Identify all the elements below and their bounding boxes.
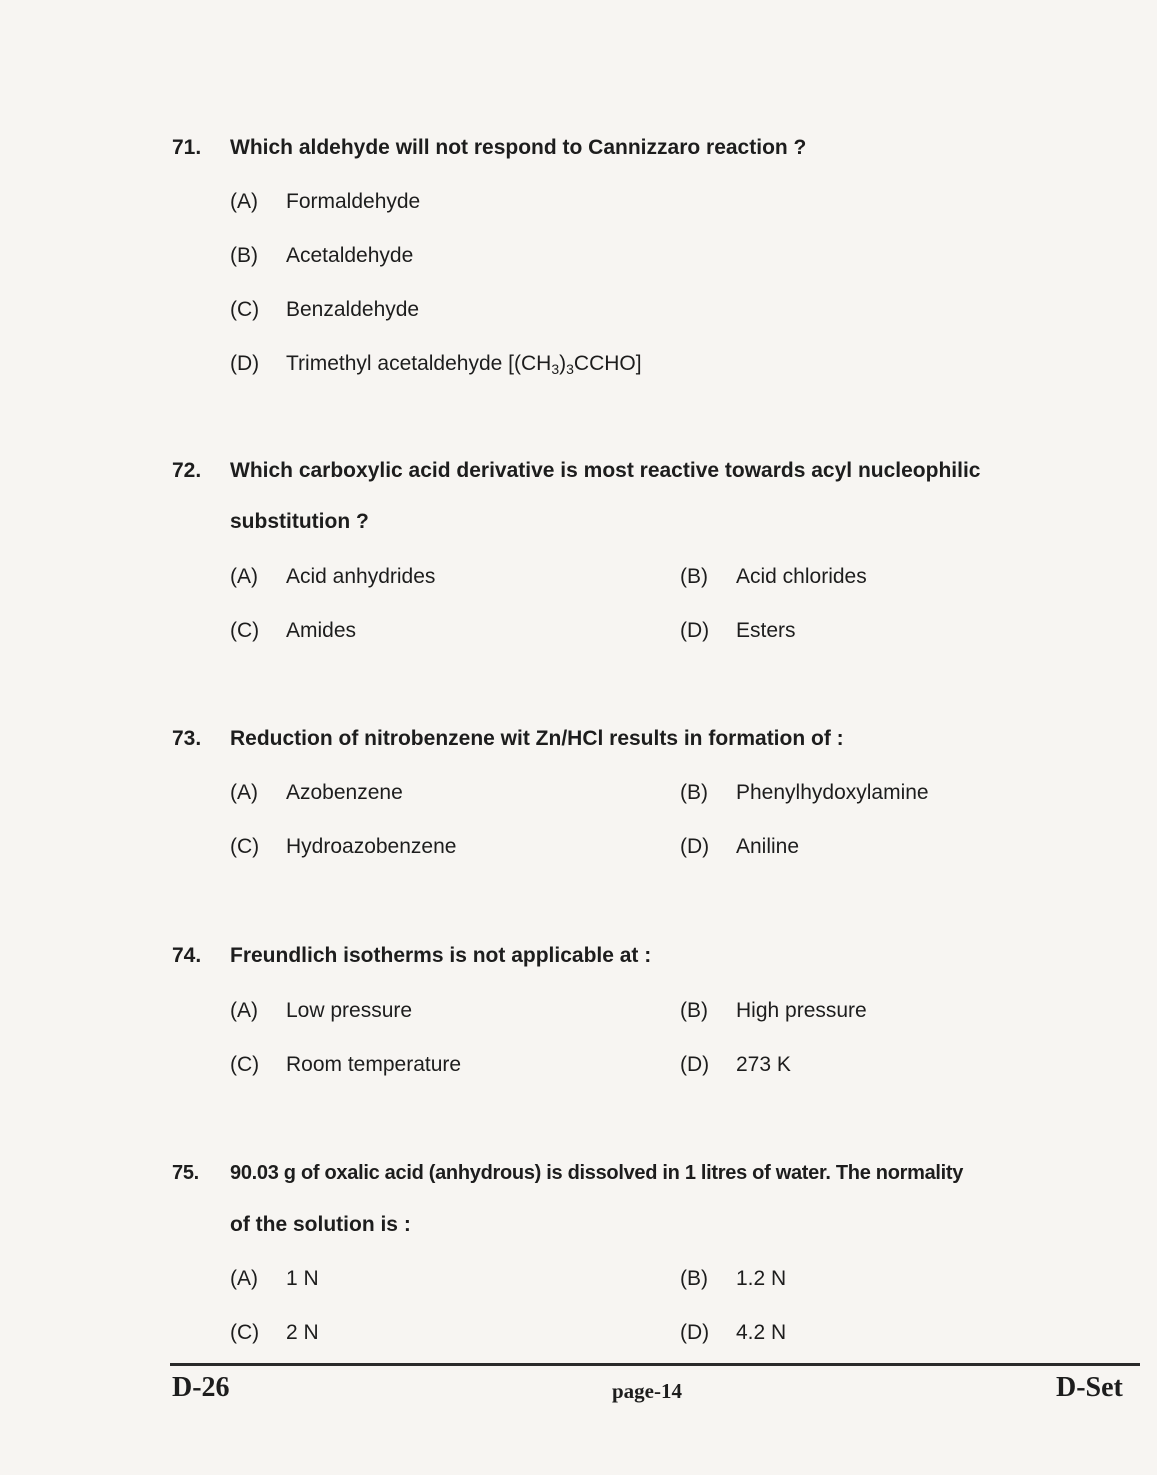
question-text-continued: of the solution is : — [230, 1213, 411, 1236]
option-b: (B) Acetaldehyde — [230, 244, 414, 267]
question-text-continued: substitution ? — [230, 510, 369, 533]
option-a: (A) Low pressure — [230, 999, 413, 1022]
option-b: (B) Phenylhydoxylamine — [680, 781, 929, 804]
option-b: (B) Acid chlorides — [680, 565, 867, 588]
question-text: 73. Reduction of nitrobenzene wit Zn/HCl results in formation of : — [172, 727, 844, 750]
footer-set-code: D-Set — [1056, 1372, 1123, 1403]
option-d: (D) 273 K — [680, 1053, 791, 1076]
question-number: 73. — [172, 727, 202, 750]
option-c: (C) Hydroazobenzene — [230, 835, 457, 858]
option-b: (B) 1.2 N — [680, 1267, 787, 1290]
question-text: 74. Freundlich isotherms is not applicable at : — [172, 944, 652, 967]
question-75 — [172, 1161, 1147, 1237]
question-text: 72. Which carboxylic acid derivative is most reactive towards acyl nucleophilic — [172, 459, 981, 482]
footer-left-code: D-26 — [172, 1372, 230, 1403]
question-text: 75. 90.03 g of oxalic acid (anhydrous) is dissolved in 1 litres of water. The normality — [172, 1162, 964, 1184]
option-a: (A) Azobenzene — [230, 781, 403, 804]
option-c: (C) Benzaldehyde — [230, 298, 420, 321]
question-text: 71. Which aldehyde will not respond to Cannizzaro reaction ? — [172, 136, 807, 159]
question-number: 72. — [172, 459, 202, 482]
question-number: 71. — [172, 136, 202, 159]
option-c: (C) Room temperature — [230, 1053, 462, 1076]
option-a: (A) Formaldehyde — [230, 190, 421, 213]
question-71 — [172, 136, 1147, 160]
page-number: page-14 — [612, 1379, 682, 1403]
option-d: (D) Aniline — [680, 835, 800, 858]
option-b: (B) High pressure — [680, 999, 867, 1022]
option-c: (C) Amides — [230, 619, 357, 642]
option-d: (D) 4.2 N — [680, 1321, 787, 1344]
question-number: 75. — [172, 1162, 199, 1184]
option-d: (D) Trimethyl acetaldehyde $[(CH_3)_3CCHO]$ — [230, 352, 642, 377]
option-d: (D) Esters — [680, 619, 796, 642]
question-73 — [172, 727, 1147, 751]
option-c: (C) 2 N — [230, 1321, 319, 1344]
option-a: (A) Acid anhydrides — [230, 565, 436, 588]
footer-divider — [170, 1363, 1140, 1366]
question-74 — [172, 944, 1147, 968]
question-72 — [172, 459, 1147, 534]
option-a: (A) 1 N — [230, 1267, 319, 1290]
question-number: 74. — [172, 944, 202, 967]
